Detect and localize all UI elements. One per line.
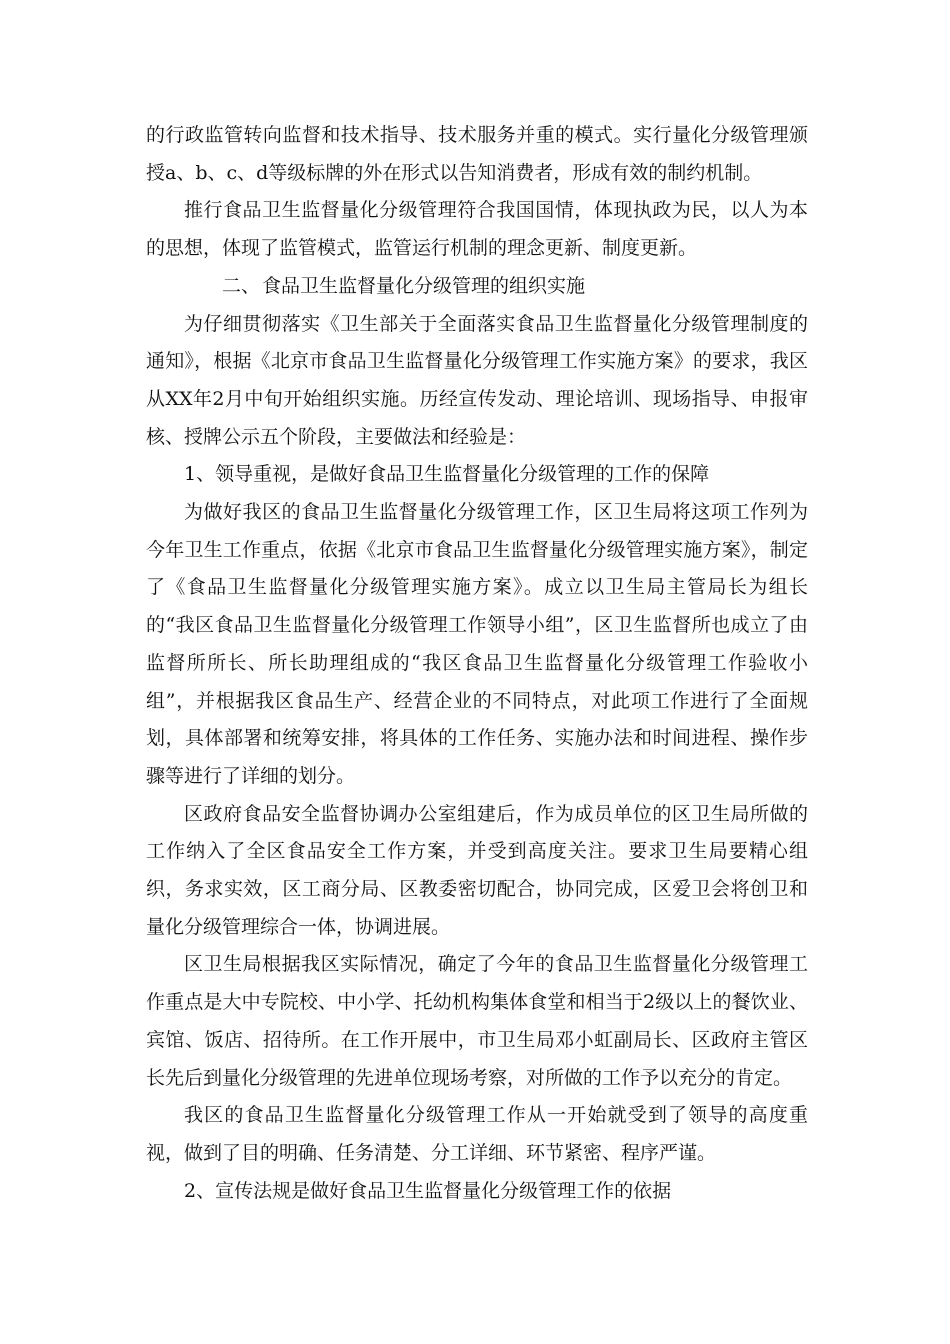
section-title: 食品卫生监督量化分级管理的组织实施 (262, 274, 586, 297)
paragraph-implementation: 为仔细贯彻落实《卫生部关于全面落实食品卫生监督量化分级管理制度的通知》，根据《北京市食品卫生监督量化分级管理工作实施方案》的要求，我区从XX年2月中旬开始组织实施。历经宣传发动、理论培训、现场指导、申报审核、授牌公示五个阶段，主要做法和经验是： (146, 312, 808, 448)
paragraph-focus: 区卫生局根据我区实际情况，确定了今年的食品卫生监督量化分级管理工作重点是大中专院校、中小学、托幼机构集体食堂和相当于2级以上的餐饮业、宾馆、饭店、招待所。在工作开展中，市卫生局邓小虹副局长、区政府主管区长先后到量化分级管理的先进单位现场考察，对所做的工作予以充分的肯定。 (146, 953, 808, 1089)
section-heading-two (146, 268, 808, 306)
paragraph-principle: 推行食品卫生监督量化分级管理符合我国国情，体现执政为民，以人为本的思想，体现了监管模式，监管运行机制的理念更新、制度更新。 (146, 199, 808, 260)
section-number: 二、 (222, 274, 261, 297)
subheading-leadership: 1、领导重视，是做好食品卫生监督量化分级管理的工作的保障 (184, 463, 710, 486)
paragraph-leadership: 为做好我区的食品卫生监督量化分级管理工作，区卫生局将这项工作列为今年卫生工作重点，依据《北京市食品卫生监督量化分级管理实施方案》，制定了《食品卫生监督量化分级管理实施方案》。成立以卫生局主管局长为组长的“我区食品卫生监督量化分级管理工作领导小组”，区卫生监督所也成立了由监督所所长、所长助理组成的“我区食品卫生监督量化分级管理工作验收小组”，并根据我区食品生产、经营企业的不同特点，对此项工作进行了全面规划，具体部署和统筹安排，将具体的工作任务、实施办法和时间进程、操作步骤等进行了详细的划分。 (146, 501, 808, 787)
subheading-publicity: 2、宣传法规是做好食品卫生监督量化分级管理工作的依据 (184, 1179, 672, 1202)
document-page (146, 117, 808, 1210)
paragraph-coordination: 区政府食品安全监督协调办公室组建后，作为成员单位的区卫生局所做的工作纳入了全区食品安全工作方案，并受到高度关注。要求卫生局要精心组织，务求实效，区工商分局、区教委密切配合，协同完成，区爱卫会将创卫和量化分级管理综合一体，协调进展。 (146, 802, 808, 938)
paragraph-attention: 我区的食品卫生监督量化分级管理工作从一开始就受到了领导的高度重视，做到了目的明确、任务清楚、分工详细、环节紧密、程序严谨。 (146, 1104, 808, 1164)
paragraph-continuation: 的行政监管转向监督和技术指导、技术服务并重的模式。实行量化分级管理颁授a、b、c、d等级标牌的外在形式以告知消费者，形成有效的制约机制。 (146, 124, 808, 184)
